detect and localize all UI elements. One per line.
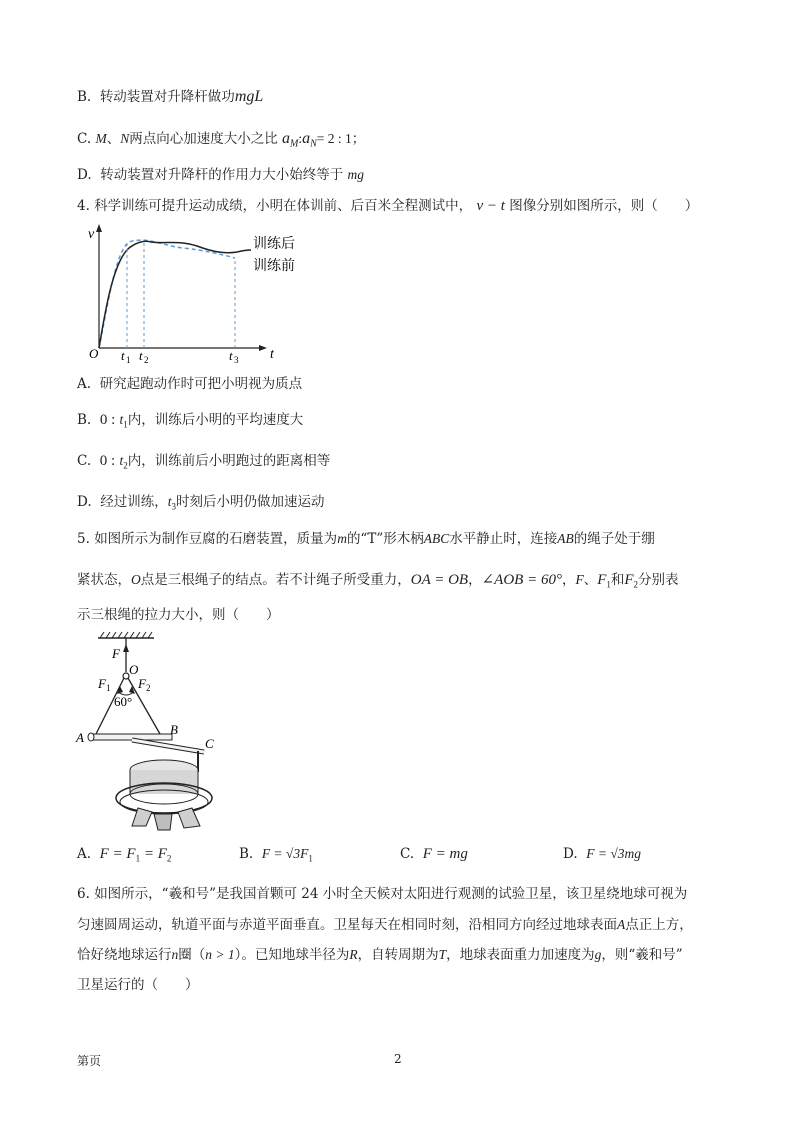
accel-symbol: a [282,130,290,147]
stem-text: 紧状态， [77,572,131,588]
period-var: T [438,947,447,962]
point-o: O [131,572,141,587]
stem-text: 匀速圆周运动，轨道平面与赤道平面垂直。卫星每天在相同时刻，沿相同方向经过地球表面 [77,917,617,933]
option-math: F = √3F [261,846,309,861]
subscript: 2 [123,460,128,471]
q5-option-d [563,845,641,863]
q4-option-a [77,375,302,393]
q5-option-c [400,845,468,863]
n-var: n [171,947,179,962]
handle-end-a [88,733,94,741]
option-label: A. [77,846,92,862]
option-label: C. [77,131,92,147]
q5-stem-line2 [77,571,679,594]
bar-c-fill [132,740,204,752]
stem-text: 如图所示为制作豆腐的石磨装置，质量为 [94,531,338,547]
option-text: 研究起跑动作时可把小明视为质点 [99,376,303,392]
mass-var: m [337,531,347,546]
stem-text: 恰好绕地球运行 [77,947,172,963]
subscript: 1 [123,419,128,430]
subscript: 1 [308,853,313,864]
separator: ， [561,572,576,588]
option-text: 时刻后小明仍做加速运动 [176,494,325,510]
legend-after: 训练后 [253,236,295,252]
point-m: M [95,131,107,146]
option-label: B. [77,412,92,428]
option-label: C. [77,453,92,469]
q3-option-c [77,130,365,154]
label-f2-sub: 2 [146,683,151,693]
label-f1: F [98,676,106,691]
interval-start: 0 : [99,453,116,469]
axis-label-t: t [270,347,274,362]
option-math: F = √3mg [586,846,641,861]
accel-symbol: a [302,130,311,147]
millstone-figure [74,630,224,835]
radius-var: R [349,947,358,962]
label-c: C [205,736,214,751]
gravity-var: g [594,947,602,962]
equation: OA = OB [410,572,469,588]
question-number: 6. [77,886,90,902]
stem-text: ）。已知地球半径为 [234,947,350,963]
legend-before: 训练前 [253,258,295,274]
force-var: F [575,572,584,587]
handle-ab [90,734,172,740]
curve-after-training [99,241,251,348]
q6-stem-line2 [77,916,693,934]
condition: n > 1 [205,947,235,962]
origin-label: O [89,346,99,361]
stem-text: 的“T”形木柄 [346,531,424,547]
curve-before-training [99,240,235,348]
q6-stem-line1 [77,885,687,903]
stem-text: 图像分别如图所示，则（ ） [509,198,699,214]
subscript: 2 [633,579,639,590]
q5-stem-line3 [77,606,280,624]
angle-label: 60° [114,694,133,709]
subscript: 1 [606,579,611,590]
ratio-value: = 2 : 1； [316,131,366,146]
subscript: 3 [171,501,176,512]
stem-math: v − t [476,198,505,214]
stem-text: 的绳子处于绷 [573,531,655,547]
q6-stem-line3 [77,946,683,964]
q3-option-b [77,88,263,106]
option-text: 内，训练前后小明跑过的距离相等 [127,453,331,469]
q4-option-d [77,493,325,516]
subscript: 1 [135,853,141,864]
option-text: 两点向心加速度大小之比 [129,131,278,147]
separator: 、 [583,572,598,588]
stem-text: 分别表 [638,572,679,588]
option-math: F = mg [422,846,468,862]
stem-text: 卫星运行的（ ） [77,977,199,993]
option-label: D. [77,494,92,510]
subscript: M [290,138,299,150]
subscript: N [310,138,317,150]
footer-label: 第页 [77,1054,102,1068]
separator: ， [468,572,482,588]
stem-text: 点是三根绳子的结点。若不计绳子所受重力， [140,572,411,588]
separator: 、 [106,131,121,147]
label-f1-sub: 1 [106,683,111,693]
tick-label-t3: t [229,348,233,363]
point-n: N [120,131,130,146]
option-text: 内，训练后小明的平均速度大 [127,412,304,428]
q5-option-a [77,845,171,868]
time-var: t [119,412,124,427]
option-label: B. [77,89,92,105]
handle-name: ABC [423,531,450,546]
stem-text: ，地球表面重力加速度为 [446,947,595,963]
v-axis-arrow [96,224,102,232]
q4-option-c [77,452,330,475]
question-number: 5. [77,531,90,547]
millstone-leg [154,814,172,830]
label-a: A [76,730,84,745]
label-o: O [129,662,139,677]
stem-text: ，自转周期为 [357,947,439,963]
subscript: 2 [166,853,172,864]
stem-text: ，则“羲和号” [601,947,683,963]
q3-option-d [77,166,364,184]
ratio-colon: : [298,131,303,146]
time-var: t [167,494,172,509]
option-label: D. [563,846,578,862]
stem-text: 和 [610,572,625,588]
tick-sub-t1: 1 [126,355,131,364]
stem-text: 圈（ [178,947,206,963]
stem-text: 如图所示，“羲和号”是我国首颗可 24 小时全天候对太阳进行观测的试验卫星，该卫星绕地球可视为 [94,886,688,902]
option-text: 转动装置对升降杆做功 [99,89,235,105]
option-text: 经过训练， [100,494,168,510]
vt-graph [85,222,315,364]
option-label: D. [77,167,92,183]
label-f: F [112,646,120,661]
q5-stem-line1 [77,530,655,548]
point-a: A [617,917,626,932]
axis-label-v: v [88,227,95,242]
stem-text: 示三根绳的拉力大小，则（ ） [77,607,280,623]
label-f2: F [138,676,146,691]
option-math: mg [347,167,365,182]
force-var: F [624,572,634,588]
option-math: mgL [234,88,264,105]
option-label: C. [400,846,415,862]
time-var: t [119,453,124,468]
millstone-leg [178,808,200,828]
option-label: B. [239,846,254,862]
tick-sub-t2: 2 [144,355,149,364]
q4-stem [77,197,698,215]
q5-option-b [239,845,313,868]
q4-option-b [77,411,303,434]
segment-name: AB [557,531,574,546]
label-b: B [170,722,178,737]
option-math: = F [140,846,167,862]
option-math: F = F [99,846,136,862]
option-label: A. [77,376,92,392]
ceiling-hatch [100,632,152,638]
page-number: 2 [394,1052,402,1066]
t-axis-arrow [259,345,267,351]
stem-text: 科学训练可提升运动成绩，小明在体训前、后百米全程测试中， [94,198,473,214]
option-text: 转动装置对升降杆的作用力大小始终等于 [100,167,344,183]
tick-sub-t3: 3 [234,355,239,364]
q6-stem-line4 [77,976,199,994]
stem-text: 水平静止时，连接 [449,531,558,547]
tick-label-t1: t [121,348,125,363]
equation: ∠AOB = 60° [481,572,562,588]
force-f-arrow [123,644,129,652]
force-var: F [597,572,607,588]
interval-start: 0 : [99,412,116,428]
stem-text: 点正上方， [625,917,693,933]
tick-label-t2: t [139,348,143,363]
question-number: 4. [77,198,90,214]
